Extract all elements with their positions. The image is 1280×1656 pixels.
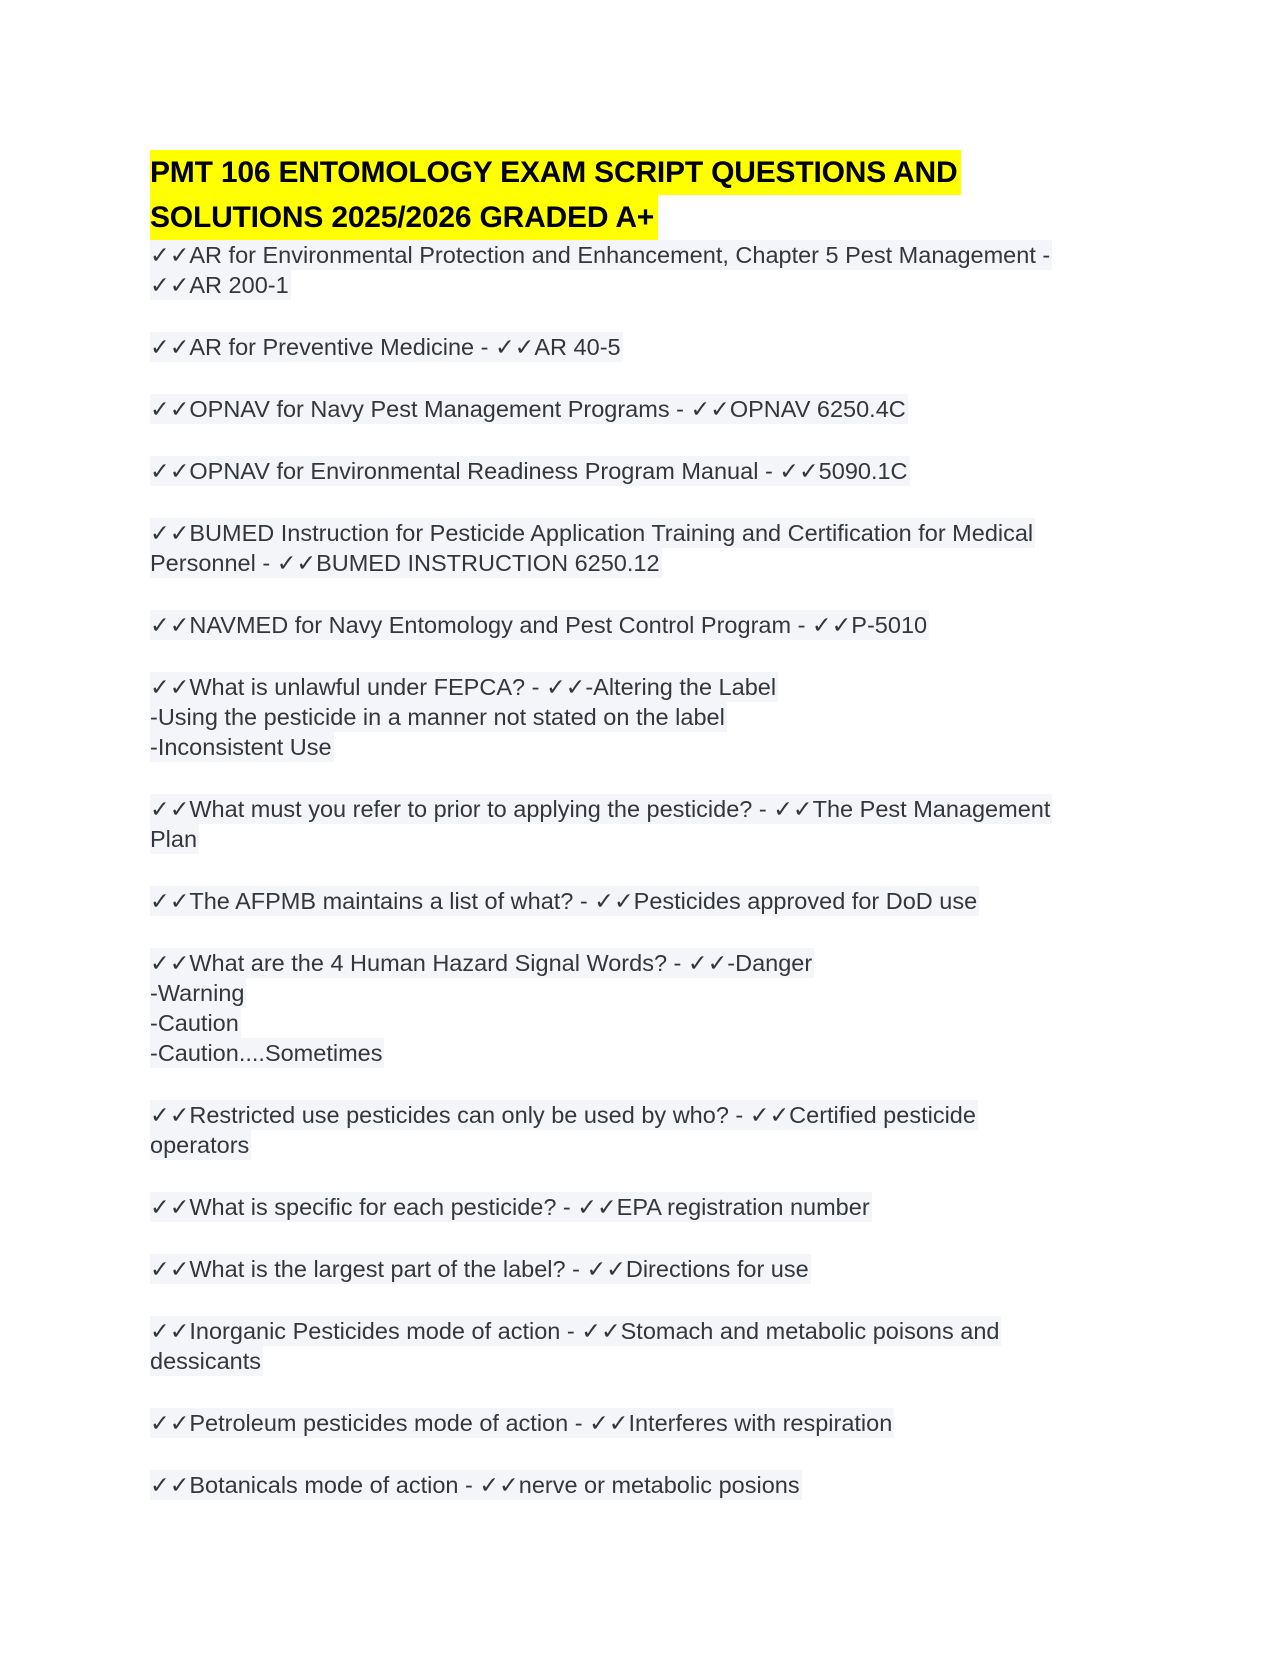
qa-line: ✓✓Restricted use pesticides can only be used by who? - ✓✓Certified pesticide <box>150 1102 976 1128</box>
qa-item <box>150 948 1150 1068</box>
qa-line: ✓✓AR for Environmental Protection and Enhancement, Chapter 5 Pest Management - <box>150 242 1051 268</box>
qa-line: ✓✓What are the 4 Human Hazard Signal Words? - ✓✓-Danger <box>150 950 813 976</box>
qa-line: ✓✓What is the largest part of the label? - ✓✓Directions for use <box>150 1256 809 1282</box>
title-line: SOLUTIONS 2025/2026 GRADED A+ <box>150 195 658 240</box>
qa-item <box>150 1316 1150 1376</box>
qa-line: ✓✓What is specific for each pesticide? - ✓✓EPA registration number <box>150 1194 870 1220</box>
qa-line: operators <box>150 1132 250 1158</box>
qa-line: -Inconsistent Use <box>150 734 332 760</box>
qa-item <box>150 332 1150 362</box>
qa-line: ✓✓What is unlawful under FEPCA? - ✓✓-Altering the Label <box>150 674 777 700</box>
qa-line: -Caution <box>150 1010 239 1036</box>
qa-item <box>150 1408 1150 1438</box>
qa-line: ✓✓Inorganic Pesticides mode of action - ✓✓Stomach and metabolic poisons and <box>150 1318 1000 1344</box>
title-line: PMT 106 ENTOMOLOGY EXAM SCRIPT QUESTIONS AND <box>150 150 961 195</box>
qa-line: -Using the pesticide in a manner not stated on the label <box>150 704 725 730</box>
qa-line: ✓✓OPNAV for Navy Pest Management Programs - ✓✓OPNAV 6250.4C <box>150 396 906 422</box>
qa-item <box>150 1470 1150 1500</box>
qa-item <box>150 886 1150 916</box>
qa-item <box>150 1100 1150 1160</box>
qa-item <box>150 456 1150 486</box>
qa-item <box>150 672 1150 762</box>
qa-line: ✓✓AR 200-1 <box>150 272 289 298</box>
qa-item <box>150 1254 1150 1284</box>
qa-item <box>150 794 1150 854</box>
qa-item <box>150 240 1150 300</box>
document-title <box>150 150 1150 240</box>
qa-item <box>150 1192 1150 1222</box>
qa-line: ✓✓The AFPMB maintains a list of what? - ✓✓Pesticides approved for DoD use <box>150 888 978 914</box>
qa-line: -Caution....Sometimes <box>150 1040 383 1066</box>
qa-line: ✓✓OPNAV for Environmental Readiness Program Manual - ✓✓5090.1C <box>150 458 908 484</box>
qa-line: Personnel - ✓✓BUMED INSTRUCTION 6250.12 <box>150 550 660 576</box>
qa-item <box>150 610 1150 640</box>
qa-line: ✓✓Petroleum pesticides mode of action - ✓✓Interferes with respiration <box>150 1410 893 1436</box>
qa-item <box>150 518 1150 578</box>
document-page <box>150 150 1150 1532</box>
qa-line: -Warning <box>150 980 245 1006</box>
qa-line: ✓✓Botanicals mode of action - ✓✓nerve or metabolic posions <box>150 1472 800 1498</box>
qa-line: ✓✓NAVMED for Navy Entomology and Pest Control Program - ✓✓P-5010 <box>150 612 928 638</box>
qa-list <box>150 240 1150 1500</box>
qa-line: Plan <box>150 826 198 852</box>
qa-line: ✓✓AR for Preventive Medicine - ✓✓AR 40-5 <box>150 334 621 360</box>
qa-item <box>150 394 1150 424</box>
qa-line: ✓✓What must you refer to prior to applying the pesticide? - ✓✓The Pest Management <box>150 796 1051 822</box>
qa-line: dessicants <box>150 1348 262 1374</box>
qa-line: ✓✓BUMED Instruction for Pesticide Application Training and Certification for Medical <box>150 520 1034 546</box>
